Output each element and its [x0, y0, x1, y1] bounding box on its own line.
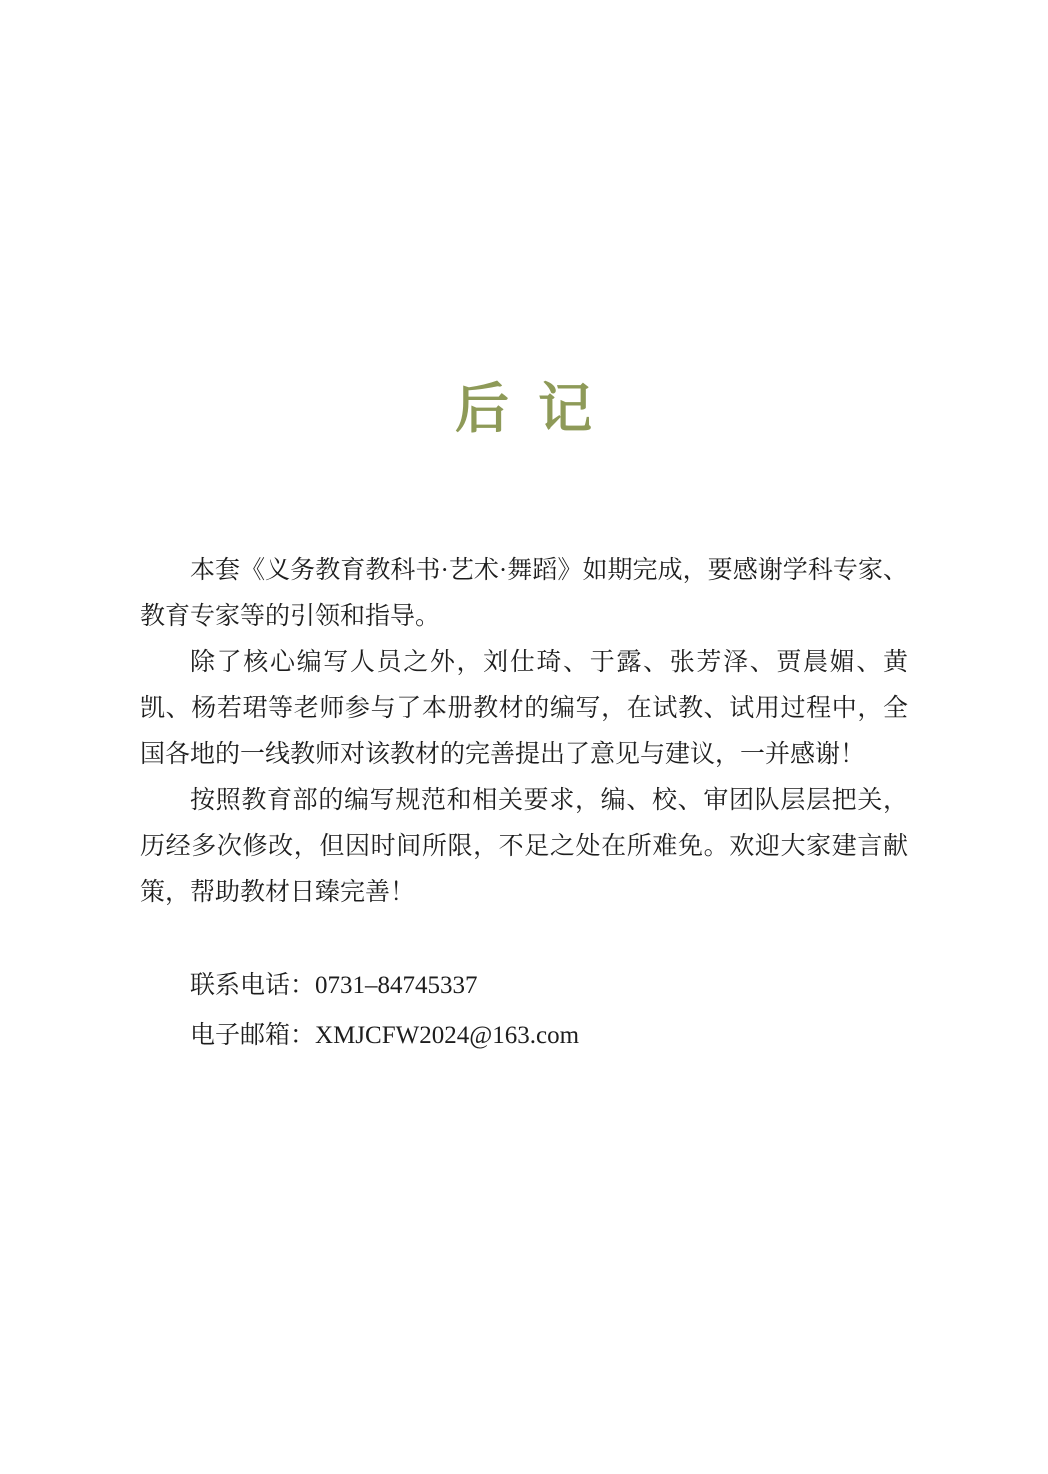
email-label: 电子邮箱： [190, 1022, 316, 1049]
contact-block [140, 961, 908, 1061]
contact-phone-line [140, 961, 908, 1011]
paragraph-acknowledgement: 本套《义务教育教科书·艺术·舞蹈》如期完成，要感谢学科专家、教育专家等的引领和指导。 [140, 557, 908, 630]
contact-email-line [140, 1011, 908, 1061]
phone-number: 0731–84745337 [315, 972, 478, 999]
page-title: 后 记 [454, 379, 593, 439]
paragraph-feedback-request: 按照教育部的编写规范和相关要求，编、校、审团队层层把关，历经多次修改，但因时间所限，不足之处在所难免。欢迎大家建言献策，帮助教材日臻完善！ [140, 787, 908, 906]
email-address: XMJCFW2024@163.com [315, 1022, 580, 1049]
paragraph-contributors: 除了核心编写人员之外，刘仕琦、于露、张芳泽、贾晨媚、黄凯、杨若珺等老师参与了本册教材的编写，在试教、试用过程中，全国各地的一线教师对该教材的完善提出了意见与建议，一并感谢！ [140, 649, 908, 768]
body-text [140, 548, 908, 1061]
phone-label: 联系电话： [190, 972, 316, 999]
